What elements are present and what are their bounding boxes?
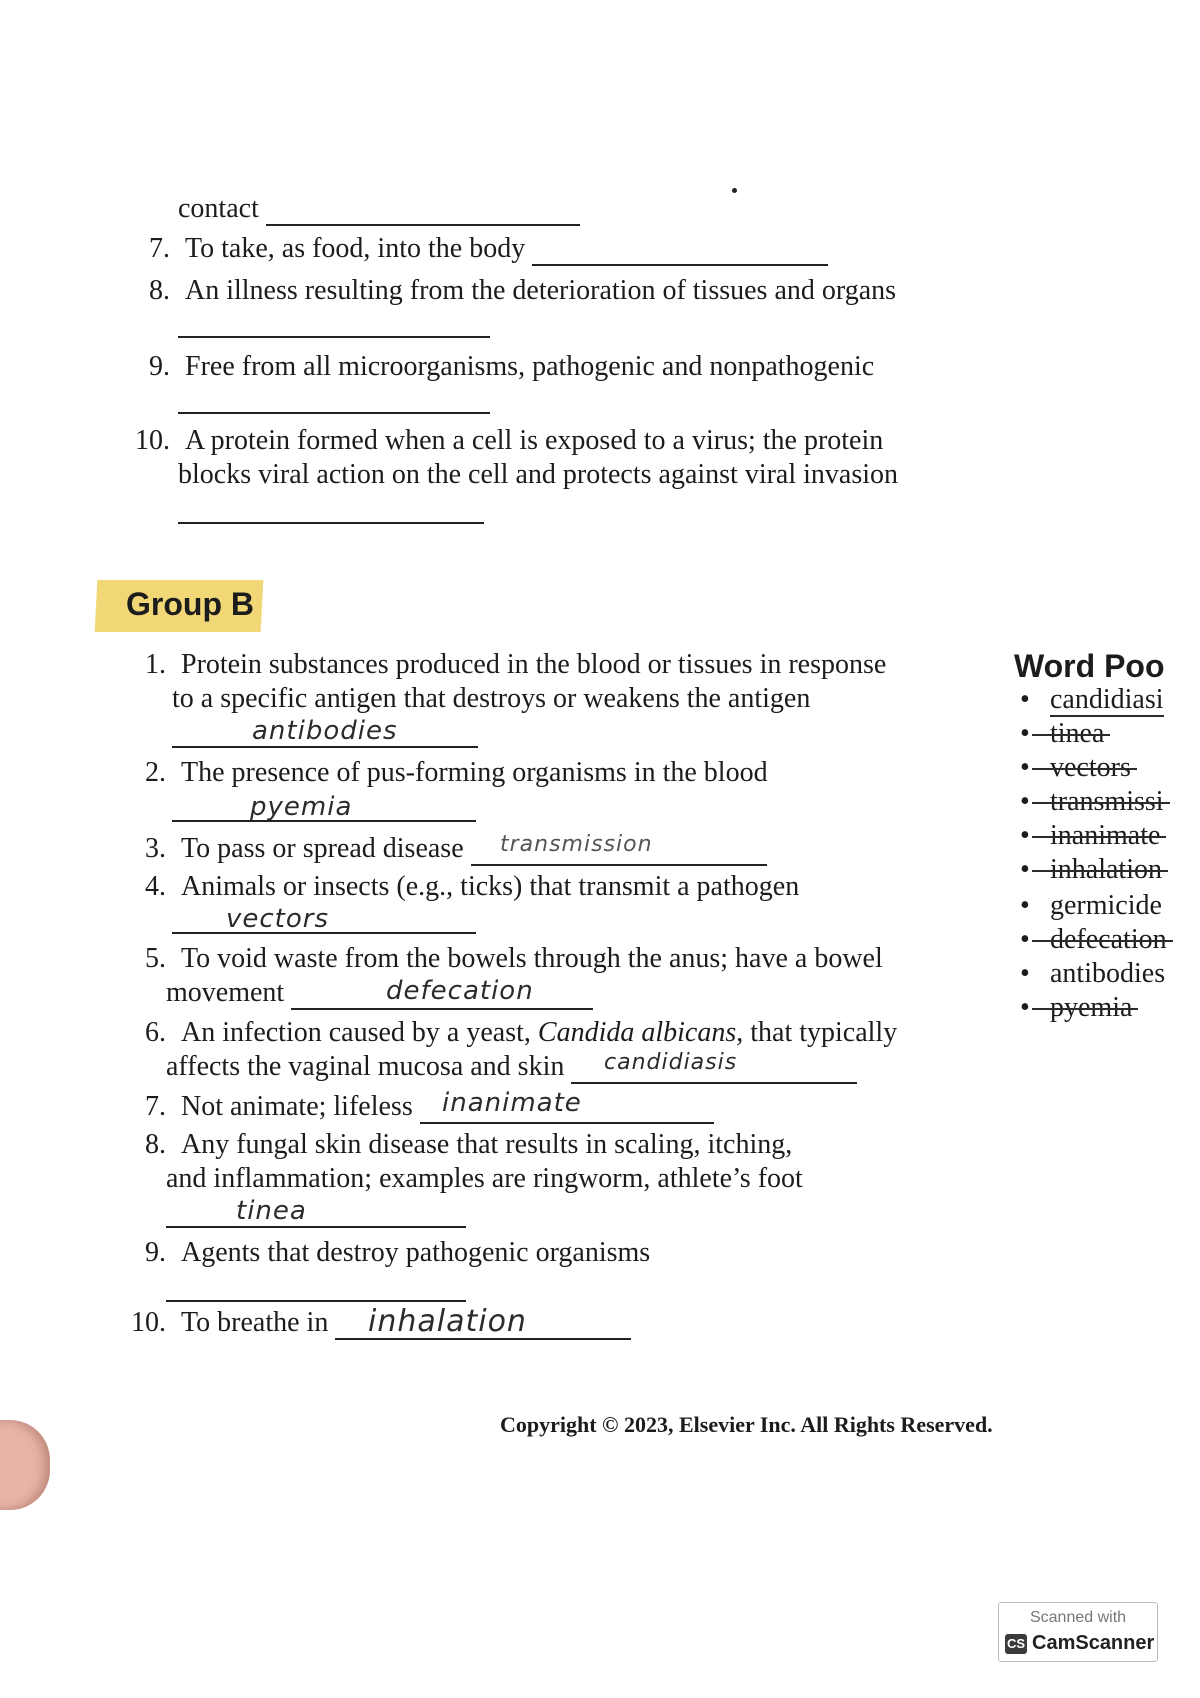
- word-pool-label: antibodies: [1050, 958, 1166, 989]
- item-number: 9.: [149, 351, 170, 382]
- blank-line: [178, 308, 490, 338]
- item-number: 8.: [145, 1129, 166, 1160]
- item-text-continued: movement: [166, 977, 285, 1008]
- bullet-icon: •: [1020, 718, 1030, 749]
- group-b-heading: Group B: [126, 586, 254, 622]
- item-number: 8.: [149, 275, 170, 306]
- item-text: Any fungal skin disease that results in scaling, itching,: [181, 1129, 793, 1160]
- group-b-item-9: [116, 1236, 650, 1270]
- item-text-continued: to a specific antigen that destroys or weakens the antigen: [172, 683, 811, 714]
- group-b-item-6: [116, 1016, 897, 1050]
- word-pool-item: [1020, 890, 1162, 922]
- item-text: Agents that destroy pathogenic organisms: [181, 1237, 651, 1268]
- item-text-continued: and inflammation; examples are ringworm, athlete’s foot: [166, 1163, 803, 1194]
- bullet-icon: •: [1020, 820, 1030, 851]
- group-b-item-7: [116, 1090, 714, 1124]
- item-text: An illness resulting from the deterioration of tissues and organs: [185, 275, 897, 306]
- contact-text: contact: [178, 193, 259, 224]
- blank-line: [532, 236, 828, 266]
- bullet-icon: •: [1020, 854, 1030, 885]
- word-pool-item: [1020, 718, 1104, 750]
- item-text: Free from all microorganisms, pathogenic and nonpathogenic: [185, 351, 875, 382]
- group-b-item-8: [116, 1128, 792, 1162]
- bullet-icon: •: [1020, 958, 1030, 989]
- item-number: 4.: [145, 871, 166, 902]
- word-pool-label: vectors: [1050, 752, 1131, 783]
- word-pool-label: transmissi: [1050, 786, 1164, 817]
- group-b-item-6-cont: [166, 1050, 857, 1084]
- item-text: Animals or insects (e.g., ticks) that transmit a pathogen: [181, 871, 800, 902]
- item-number: 6.: [145, 1017, 166, 1048]
- word-pool-label: germicide: [1050, 890, 1162, 921]
- item-text: To void waste from the bowels through the anus; have a bowel: [181, 943, 883, 974]
- bullet-icon: •: [1020, 890, 1030, 921]
- copyright-notice: Copyright © 2023, Elsevier Inc. All Rights Reserved.: [500, 1412, 993, 1437]
- handwritten-answer: transmission: [500, 832, 653, 857]
- word-pool-item: [1020, 992, 1132, 1024]
- camscanner-badge: [998, 1602, 1158, 1662]
- item-number: 10.: [131, 1307, 166, 1338]
- group-a-item-8: [120, 274, 896, 308]
- word-pool-title: Word Poo: [1014, 648, 1165, 684]
- group-b-item-5: [116, 942, 883, 976]
- item-text: Protein substances produced in the blood or tissues in response: [181, 649, 887, 680]
- group-b-item-2: [116, 756, 768, 790]
- word-pool-label: inanimate: [1050, 820, 1161, 851]
- word-pool-label: tinea: [1050, 718, 1105, 749]
- badge-brand: CamScanner: [1032, 1632, 1155, 1654]
- group-a-item-10: [120, 424, 883, 458]
- handwritten-answer: inhalation: [368, 1304, 527, 1339]
- blank-line: [178, 494, 484, 524]
- word-pool-item: [1020, 786, 1164, 818]
- camscanner-logo-icon: CS: [1005, 1634, 1027, 1654]
- word-pool-item: [1020, 684, 1164, 716]
- word-pool-label: defecation: [1050, 924, 1167, 955]
- answer-blank: [166, 1272, 466, 1302]
- group-b-item-3: [116, 832, 767, 866]
- group-a-item-9: [120, 350, 874, 384]
- item-text-italic: Candida albicans: [537, 1017, 737, 1048]
- item-number: 2.: [145, 757, 166, 788]
- item-number: 7.: [145, 1091, 166, 1122]
- item-text: An infection caused by a yeast,: [181, 1017, 538, 1048]
- thumb-photo-artifact: [0, 1420, 50, 1510]
- item-number: 5.: [145, 943, 166, 974]
- handwritten-answer: pyemia: [250, 792, 353, 822]
- word-pool-item: [1020, 924, 1167, 956]
- item-text: A protein formed when a cell is exposed to a virus; the protein: [185, 425, 884, 456]
- handwritten-answer: tinea: [236, 1196, 307, 1226]
- handwritten-answer: antibodies: [252, 716, 398, 746]
- word-pool-label: inhalation: [1050, 854, 1162, 885]
- blank-line: [266, 196, 580, 226]
- handwritten-answer: candidiasis: [604, 1050, 738, 1075]
- answer-blank: [166, 1198, 466, 1228]
- item-number: 1.: [145, 649, 166, 680]
- group-b-item-4: [116, 870, 799, 904]
- word-pool-label: candidiasi: [1050, 684, 1164, 715]
- word-pool-item: [1020, 854, 1162, 886]
- item-number: 10.: [135, 425, 170, 456]
- item-number: 3.: [145, 833, 166, 864]
- item-text: To pass or spread disease: [181, 833, 464, 864]
- item-text: Not animate; lifeless: [181, 1091, 413, 1122]
- bullet-icon: •: [1020, 992, 1030, 1023]
- item-number: 9.: [145, 1237, 166, 1268]
- word-pool-item: [1020, 958, 1165, 990]
- bullet-icon: •: [1020, 684, 1030, 715]
- item-text: To take, as food, into the body: [185, 233, 526, 264]
- item-text: The presence of pus-forming organisms in the blood: [181, 757, 768, 788]
- handwritten-answer: vectors: [226, 904, 330, 934]
- group-b-item-1: [116, 648, 886, 682]
- word-pool-item: [1020, 820, 1160, 852]
- item-text-continued: blocks viral action on the cell and protects against viral invasion: [178, 459, 899, 490]
- word-pool-item: [1020, 752, 1131, 784]
- bullet-icon: •: [1020, 752, 1030, 783]
- group-a-item-7: [120, 232, 828, 266]
- bullet-icon: •: [1020, 786, 1030, 817]
- bullet-icon: •: [1020, 924, 1030, 955]
- handwritten-answer: defecation: [386, 976, 534, 1006]
- stray-dot: [732, 188, 737, 193]
- group-a-contact-line: [178, 192, 580, 226]
- item-text: , that typically: [736, 1017, 898, 1048]
- word-pool-label: pyemia: [1050, 992, 1133, 1023]
- badge-caption: Scanned with: [1029, 1609, 1127, 1626]
- blank-line: [178, 384, 490, 414]
- handwritten-answer: inanimate: [442, 1088, 582, 1118]
- item-text: To breathe in: [181, 1307, 329, 1338]
- item-number: 7.: [149, 233, 170, 264]
- item-text-continued: affects the vaginal mucosa and skin: [166, 1051, 565, 1082]
